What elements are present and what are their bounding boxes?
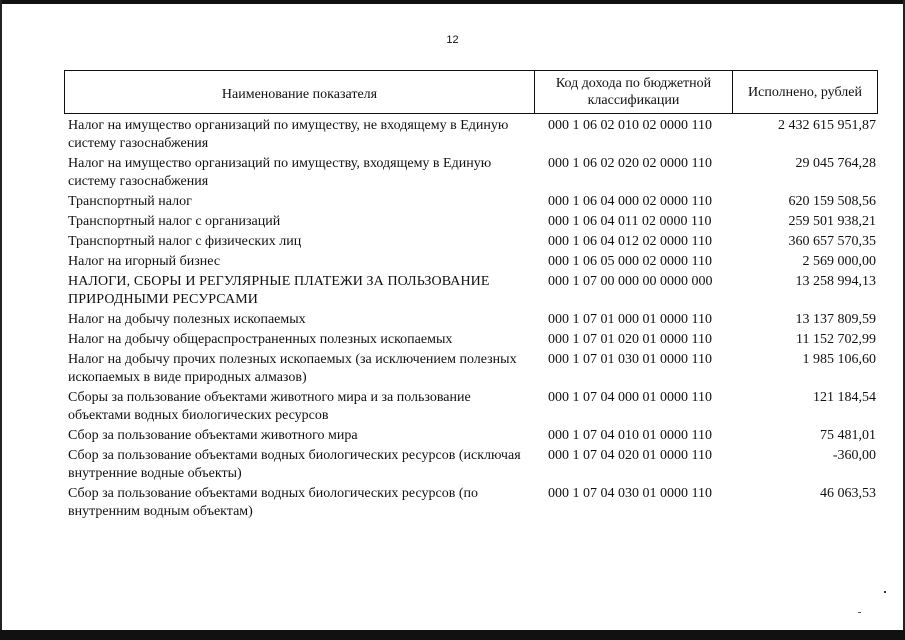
row-code: 000 1 07 01 000 01 0000 110: [548, 312, 712, 327]
scan-speck: [858, 612, 861, 613]
header-name: Наименование показателя: [65, 71, 535, 113]
page-number: 12: [446, 34, 459, 46]
row-code: 000 1 06 02 020 02 0000 110: [548, 156, 712, 171]
table-row: [64, 331, 878, 349]
row-amount: 620 159 508,56: [788, 194, 876, 209]
table-row: [64, 351, 878, 387]
row-name: Налог на добычу общераспространенных полезных ископаемых: [68, 332, 453, 347]
row-name: Транспортный налог с организаций: [68, 214, 281, 229]
scan-border-left: [0, 0, 2, 640]
table-row: [64, 427, 878, 445]
header-code: Код дохода по бюджетной классификации: [535, 71, 733, 113]
row-name: Налог на имущество организаций по имуществу, не входящему в Единую систему газоснабжения: [68, 118, 509, 151]
row-amount: 1 985 106,60: [802, 352, 876, 367]
table-row: [64, 447, 878, 483]
table-row: [64, 253, 878, 271]
table-row: [64, 485, 878, 521]
row-code: 000 1 06 04 000 02 0000 110: [548, 194, 712, 209]
row-amount: 2 432 615 951,87: [778, 118, 876, 133]
row-code: 000 1 06 02 010 02 0000 110: [548, 118, 712, 133]
row-amount: 46 063,53: [820, 486, 876, 501]
row-code: 000 1 07 04 010 01 0000 110: [548, 428, 712, 443]
row-amount: 360 657 570,35: [788, 234, 876, 249]
row-amount: 121 184,54: [813, 390, 876, 405]
row-code: 000 1 07 01 030 01 0000 110: [548, 352, 712, 367]
table-row: [64, 311, 878, 329]
row-name: Налог на игорный бизнес: [68, 254, 221, 269]
row-amount: 11 152 702,99: [796, 332, 876, 347]
table-row: [64, 193, 878, 211]
row-amount: -360,00: [832, 448, 876, 463]
row-name: Сборы за пользование объектами животного мира и за пользование объектами водных биологических ресурсов: [68, 390, 471, 423]
row-name: Налог на добычу полезных ископаемых: [68, 312, 306, 327]
row-code: 000 1 07 04 030 01 0000 110: [548, 486, 712, 501]
row-code: 000 1 07 04 020 01 0000 110: [548, 448, 712, 463]
row-amount: 2 569 000,00: [802, 254, 876, 269]
table-body: [64, 117, 878, 523]
table-row: [64, 233, 878, 251]
table-row-section: [64, 273, 878, 309]
row-code: 000 1 07 04 000 01 0000 110: [548, 390, 712, 405]
table-row: [64, 117, 878, 153]
row-code: 000 1 07 01 020 01 0000 110: [548, 332, 712, 347]
table-row: [64, 213, 878, 231]
row-amount: 13 258 994,13: [795, 274, 876, 289]
row-amount: 29 045 764,28: [795, 156, 876, 171]
table-row: [64, 155, 878, 191]
row-name: Налог на имущество организаций по имуществу, входящему в Единую систему газоснабжения: [68, 156, 492, 189]
row-amount: 13 137 809,59: [795, 312, 876, 327]
row-name: Сбор за пользование объектами водных биологических ресурсов (по внутренним водным объектам): [68, 486, 479, 519]
table-header: [64, 70, 878, 114]
row-name: Сбор за пользование объектами водных биологических ресурсов (исключая внутренние водные объекты): [68, 448, 521, 481]
row-name: Транспортный налог: [68, 194, 192, 209]
scan-speck: [884, 591, 886, 593]
scan-border-bottom: [0, 630, 905, 640]
row-code: 000 1 06 05 000 02 0000 110: [548, 254, 712, 269]
table-row: [64, 389, 878, 425]
row-code: 000 1 06 04 012 02 0000 110: [548, 234, 712, 249]
scan-border-top: [0, 0, 905, 4]
row-name: Налог на добычу прочих полезных ископаемых (за исключением полезных ископаемых в виде природных алмазов): [68, 352, 517, 385]
header-amount: Исполнено, рублей: [748, 84, 862, 100]
row-code: 000 1 06 04 011 02 0000 110: [548, 214, 712, 229]
row-name: НАЛОГИ, СБОРЫ И РЕГУЛЯРНЫЕ ПЛАТЕЖИ ЗА ПОЛЬЗОВАНИЕ ПРИРОДНЫМИ РЕСУРСАМИ: [68, 274, 490, 307]
row-amount: 75 481,01: [820, 428, 876, 443]
row-amount: 259 501 938,21: [788, 214, 876, 229]
row-name: Транспортный налог с физических лиц: [68, 234, 302, 249]
row-name: Сбор за пользование объектами животного мира: [68, 428, 358, 443]
row-code: 000 1 07 00 000 00 0000 000: [548, 274, 713, 289]
